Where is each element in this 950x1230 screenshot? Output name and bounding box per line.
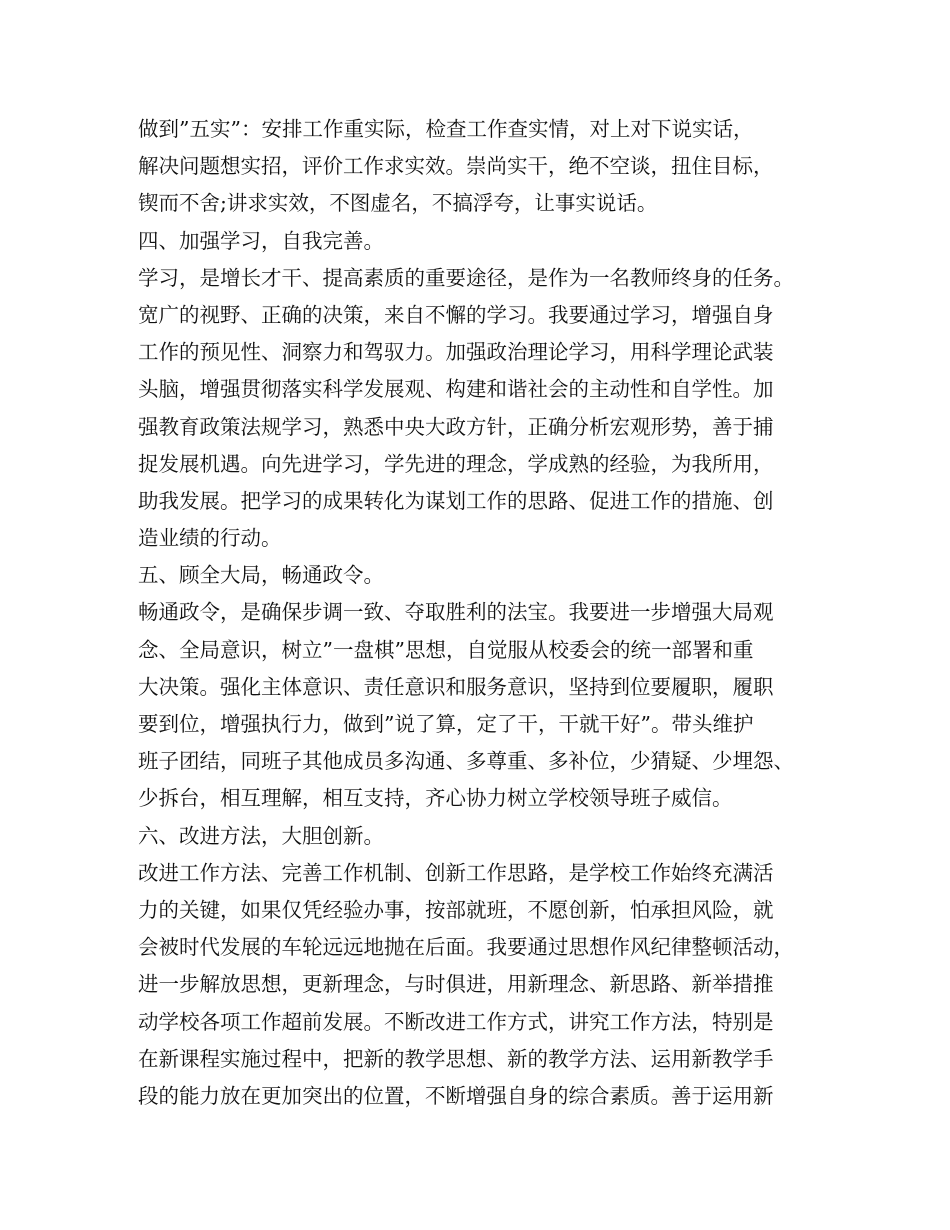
text-line: 捉发展机遇。向先进学习，学先进的理念，学成熟的经验，为我所用， <box>138 451 774 476</box>
text-line: 念、全局意识，树立”一盘棋”思想，自觉服从校委会的统一部署和重 <box>138 637 754 662</box>
text-line: 班子团结，同班子其他成员多沟通、多尊重、多补位，少猜疑、少埋怨、 <box>138 749 794 774</box>
text-line: 少拆台，相互理解，相互支持，齐心协力树立学校领导班子威信。 <box>138 786 733 811</box>
text-line: 在新课程实施过程中，把新的教学思想、新的教学方法、运用新教学手 <box>138 1046 774 1071</box>
section-heading: 五、顾全大局，畅通政令。 <box>138 563 384 588</box>
text-line: 会被时代发展的车轮远远地抛在后面。我要通过思想作风纪律整顿活动， <box>138 935 794 960</box>
text-line: 改进工作方法、完善工作机制、创新工作思路，是学校工作始终充满活 <box>138 860 774 885</box>
text-line: 造业绩的行动。 <box>138 526 282 551</box>
text-line: 学习，是增长才干、提高素质的重要途径，是作为一名教师终身的任务。 <box>138 265 794 290</box>
text-line: 做到”五实”：安排工作重实际，检查工作查实情，对上对下说实话， <box>138 117 754 141</box>
section-heading: 四、加强学习，自我完善。 <box>138 228 384 253</box>
text-line: 助我发展。把学习的成果转化为谋划工作的思路、促进工作的措施、创 <box>138 488 774 513</box>
section-heading: 六、改进方法，大胆创新。 <box>138 823 384 848</box>
text-line: 大决策。强化主体意识、责任意识和服务意识，坚持到位要履职，履职 <box>138 674 774 699</box>
text-line: 力的关键，如果仅凭经验办事，按部就班，不愿创新，怕承担风险，就 <box>138 897 774 922</box>
text-line: 要到位，增强执行力，做到”说了算，定了干，干就干好”。带头维护 <box>138 712 754 736</box>
text-line: 宽广的视野、正确的决策，来自不懈的学习。我要通过学习，增强自身 <box>138 302 774 327</box>
text-line: 强教育政策法规学习，熟悉中央大政方针，正确分析宏观形势，善于捕 <box>138 414 774 439</box>
text-line: 解决问题想实招，评价工作求实效。崇尚实干，绝不空谈，扭住目标， <box>138 154 774 179</box>
document-body <box>138 111 838 1115</box>
text-line: 工作的预见性、洞察力和驾驭力。加强政治理论学习，用科学理论武装 <box>138 340 774 365</box>
text-line: 头脑，增强贯彻落实科学发展观、构建和谐社会的主动性和自学性。加 <box>138 377 774 402</box>
text-line: 动学校各项工作超前发展。不断改进工作方式，讲究工作方法，特别是 <box>138 1009 774 1034</box>
text-line: 畅通政令，是确保步调一致、夺取胜利的法宝。我要进一步增强大局观 <box>138 600 774 625</box>
text-line: 进一步解放思想，更新理念，与时俱进，用新理念、新思路、新举措推 <box>138 972 774 997</box>
text-line: 段的能力放在更加突出的位置，不断增强自身的综合素质。善于运用新 <box>138 1083 774 1108</box>
text-line: 锲而不舍;讲求实效，不图虚名，不搞浮夸，让事实说话。 <box>138 191 658 216</box>
